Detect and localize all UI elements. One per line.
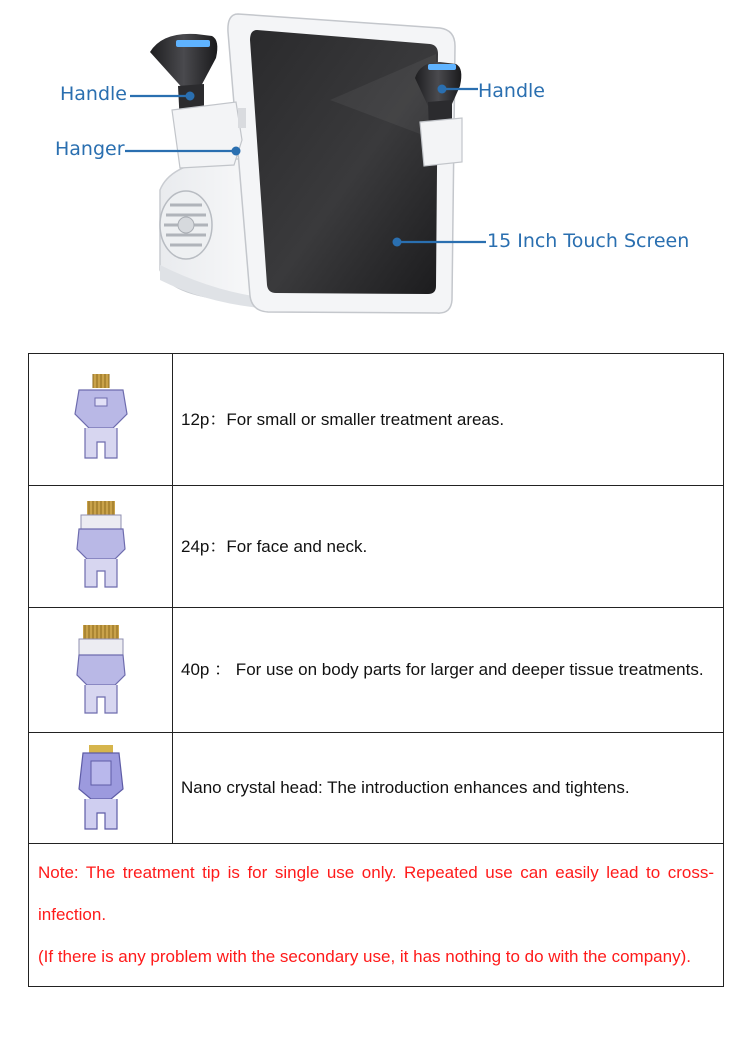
note-disclaimer: (If there is any problem with the secondary use, it has nothing to do with the company). xyxy=(38,947,691,966)
needle-tip-24p-icon xyxy=(71,499,131,594)
device-illustration xyxy=(0,0,750,330)
right-hanger xyxy=(420,118,462,166)
table-row xyxy=(29,608,724,733)
tip-description: 40p ： For use on body parts for larger and deeper tissue treatments. xyxy=(173,608,724,733)
left-hanger xyxy=(172,102,246,168)
note-single-use: Note: The treatment tip is for single use only. Repeated use can easily lead to cross-infection. xyxy=(38,863,714,924)
product-figure xyxy=(0,0,750,330)
table-row xyxy=(29,486,724,608)
treatment-tip-table xyxy=(28,353,724,987)
needle-tip-40p-icon xyxy=(71,623,131,718)
needle-tip-12p-icon xyxy=(71,372,131,467)
handle-left-label: Handle xyxy=(60,83,128,105)
table-row xyxy=(29,733,724,844)
fan-vent-icon xyxy=(160,191,212,259)
nano-crystal-head-icon xyxy=(71,741,131,836)
tip-description: 24p：For face and neck. xyxy=(173,486,724,608)
tip-description: Nano crystal head: The introduction enhances and tightens. xyxy=(173,733,724,844)
touch-screen xyxy=(228,14,455,313)
hanger-label: Hanger xyxy=(55,138,125,160)
note-row xyxy=(29,844,724,987)
handle-right-label: Handle xyxy=(478,80,546,102)
screen-label: 15 Inch Touch Screen xyxy=(487,230,690,252)
tip-description: 12p：For small or smaller treatment areas. xyxy=(173,354,724,486)
table-row xyxy=(29,354,724,486)
